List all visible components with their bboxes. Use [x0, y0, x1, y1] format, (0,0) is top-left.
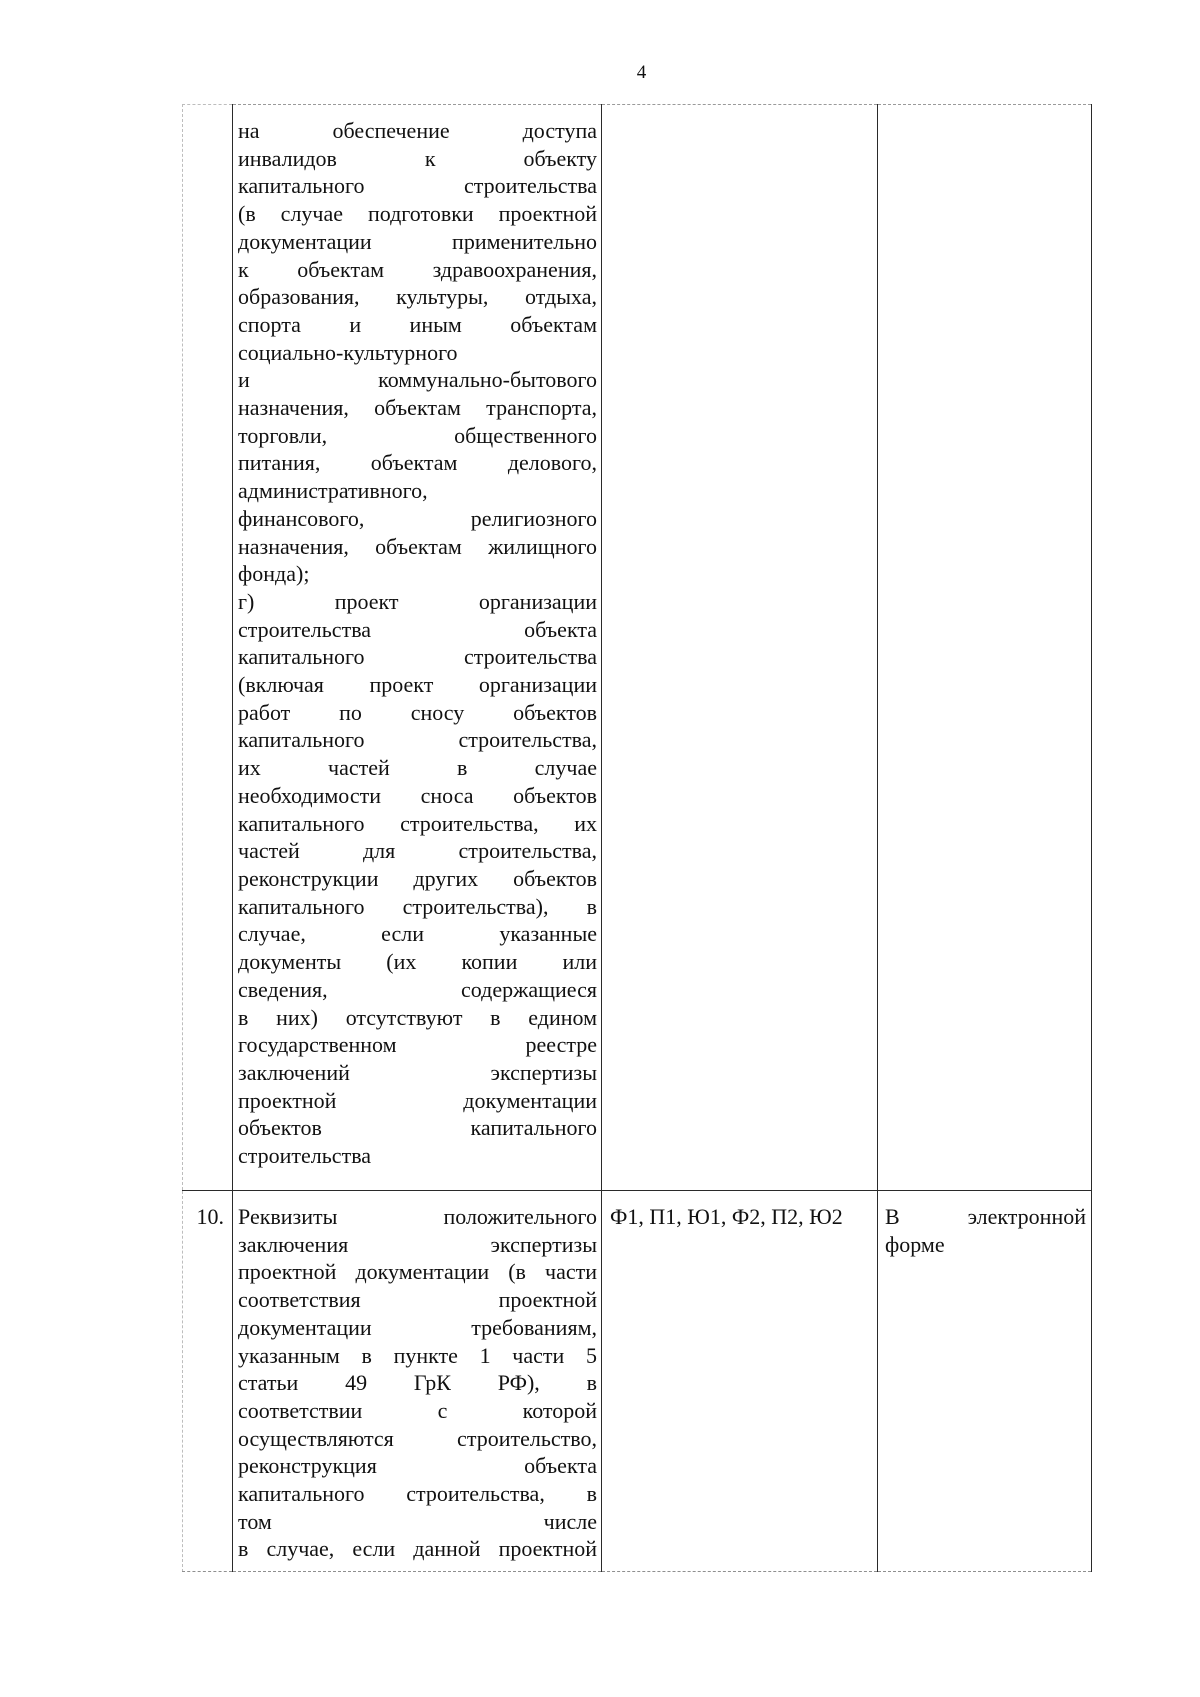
document-name-line: заключений экспертизы	[238, 1059, 597, 1085]
document-name-line: документации применительно	[238, 228, 597, 254]
document-name-line: назначения, объектам транспорта,	[238, 395, 597, 421]
document-name-line: в случае, если данной проектной	[238, 1536, 597, 1562]
document-name-line: торговли, общественного	[238, 422, 597, 448]
document-name-line: работ по сносу объектов	[238, 699, 597, 725]
document-name-line: строительства объекта	[238, 616, 597, 642]
document-name-line: капитального строительства,	[238, 727, 597, 753]
document-name-line: заключения экспертизы	[238, 1231, 597, 1257]
document-name-line: спорта и иным объектам	[238, 311, 597, 337]
document-name-line: государственном реестре	[238, 1032, 597, 1058]
document-name-line: строительства	[238, 1143, 372, 1169]
document-name-line: соответствия проектной	[238, 1287, 597, 1313]
document-name-line: указанным в пункте 1 части 5	[238, 1342, 597, 1368]
documents-table	[182, 104, 1092, 1572]
submission-form-text	[878, 1191, 1091, 1258]
document-name-line: к объектам здравоохранения,	[238, 256, 597, 282]
submission-form-cell	[878, 105, 1092, 1191]
document-name-line: соответствии с которой	[238, 1397, 597, 1423]
document-name-line: в них) отсутствуют в едином	[238, 1004, 597, 1030]
document-name-text	[233, 1191, 601, 1563]
document-name-line: документации требованиям,	[238, 1314, 597, 1340]
table-row	[183, 105, 1092, 1191]
row-number	[183, 105, 232, 117]
document-name-line: реконструкция объекта	[238, 1453, 597, 1479]
document-name-line: проектной документации (в части	[238, 1259, 597, 1285]
table-row	[183, 1191, 1092, 1572]
document-name-line: г) проект организации	[238, 588, 597, 614]
document-name-line: объектов капитального	[238, 1115, 597, 1141]
document-name-line: сведения, содержащиеся	[238, 976, 597, 1002]
document-name-line: капитального строительства, в	[238, 1481, 597, 1507]
document-name-line: питания, объектам делового,	[238, 450, 597, 476]
applicant-categories	[602, 105, 877, 117]
submission-form-line: форме	[885, 1231, 945, 1257]
applicant-categories-cell	[602, 105, 878, 1191]
row-number-cell	[183, 1191, 233, 1572]
document-name-line: частей для строительства,	[238, 838, 597, 864]
document-name-line: Реквизиты положительного	[238, 1204, 597, 1229]
submission-form-cell	[878, 1191, 1092, 1572]
document-name-line: случае, если указанные	[238, 921, 597, 947]
document-name-line: (в случае подготовки проектной	[238, 201, 597, 227]
document-name-line: на обеспечение доступа	[238, 118, 597, 143]
applicant-categories-cell	[602, 1191, 878, 1572]
document-name-line: финансового, религиозного	[238, 505, 597, 531]
document-name-line: инвалидов к объекту	[238, 145, 597, 171]
document-name-line: статьи 49 ГрК РФ), в	[238, 1370, 597, 1396]
document-name-cell	[233, 105, 602, 1191]
row-number-cell	[183, 105, 233, 1191]
document-name-line: и коммунально-бытового	[238, 367, 597, 393]
document-name-line: (включая проект организации	[238, 672, 597, 698]
document-name-line: их частей в случае	[238, 755, 597, 781]
document-name-line: реконструкции других объектов	[238, 865, 597, 891]
document-name-cell	[233, 1191, 602, 1572]
submission-form-line: В электронной	[885, 1204, 1086, 1229]
document-name-line: необходимости сноса объектов	[238, 782, 597, 808]
document-name-line: социально-культурного	[238, 339, 458, 365]
applicant-categories: Ф1, П1, Ю1, Ф2, П2, Ю2	[610, 1204, 843, 1229]
document-name-line: фонда);	[238, 561, 310, 587]
document-name-line: образования, культуры, отдыха,	[238, 284, 597, 310]
document-name-line: капитального строительства, их	[238, 810, 597, 836]
document-name-line: назначения, объектам жилищного	[238, 533, 597, 559]
document-name-line: капитального строительства	[238, 173, 597, 199]
document-name-line: административного,	[238, 478, 428, 504]
document-name-line: осуществляются строительство,	[238, 1425, 597, 1451]
document-name-line: документы (их копии или	[238, 949, 597, 975]
document-name-line: капитального строительства), в	[238, 893, 597, 919]
document-name-line: капитального строительства	[238, 644, 597, 670]
row-number: 10.	[196, 1204, 224, 1229]
document-name-line: проектной документации	[238, 1087, 597, 1113]
submission-form-text	[878, 105, 1091, 117]
document-name-line: том числе	[238, 1508, 597, 1534]
page-number: 4	[636, 62, 647, 83]
document-name-text	[233, 105, 601, 1170]
